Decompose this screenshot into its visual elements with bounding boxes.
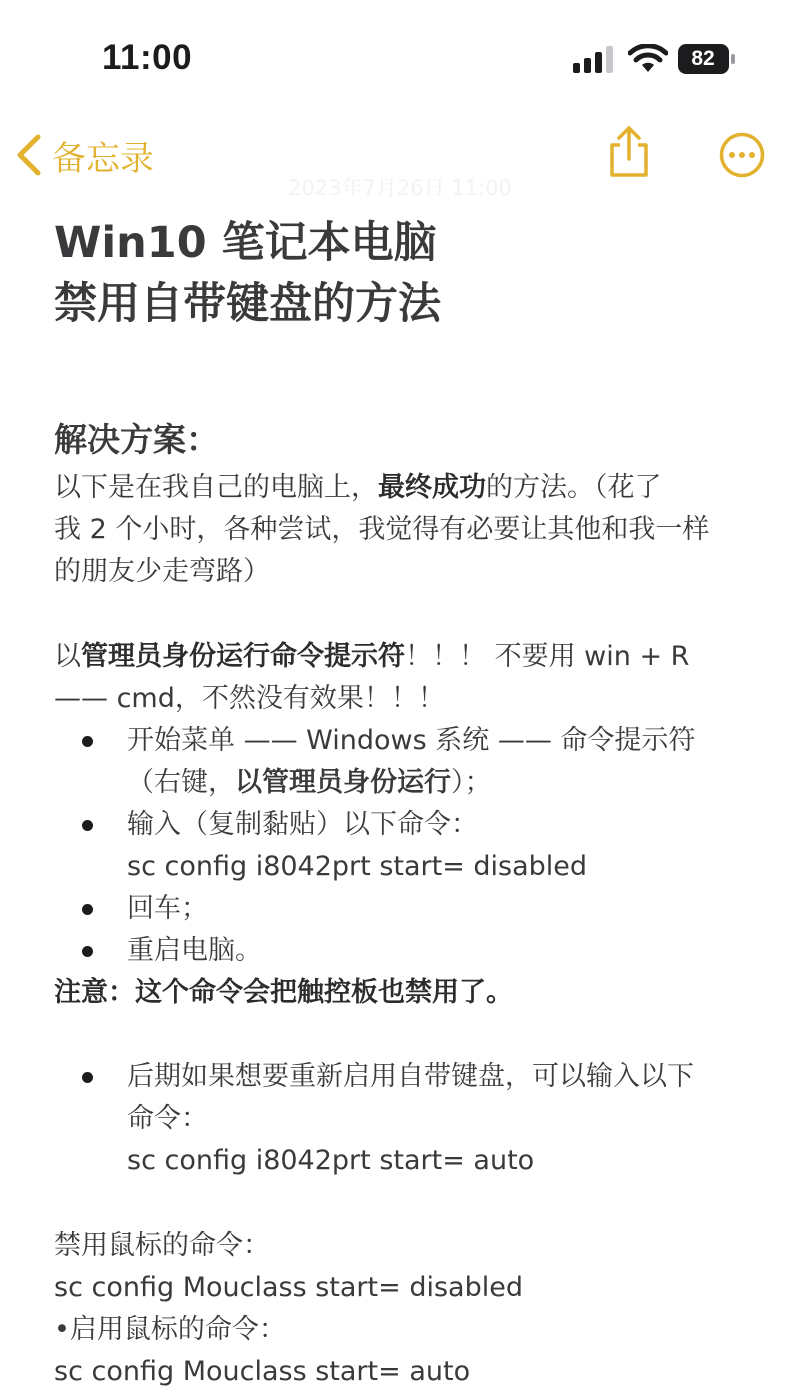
command-text: sc config i8042prt start= disabled — [127, 851, 588, 882]
intro-text: 以下是在我自己的电脑上， — [54, 472, 378, 503]
admin-text: 以 — [54, 641, 81, 672]
step-text: 重启电脑。 — [127, 935, 262, 966]
back-button-label: 备忘录 — [52, 138, 154, 179]
title-line-2: 禁用自带键盘的方法 — [54, 279, 441, 329]
list-item — [54, 804, 754, 888]
intro-bold: 最终成功 — [378, 472, 486, 503]
section-heading: 解决方案： — [54, 420, 219, 459]
bullet-dot — [82, 820, 93, 831]
bullet-dot — [82, 904, 93, 915]
title-line-1: Win10 笔记本电脑 — [54, 218, 437, 268]
admin-line-2: —— cmd，不然没有效果！！！ — [54, 683, 445, 714]
admin-note — [54, 636, 754, 720]
note-timestamp: 2023年7月26日 11:00 — [288, 176, 512, 200]
step-text: 回车； — [127, 893, 208, 924]
command-text: sc config Mouclass start= auto — [54, 1356, 471, 1387]
mouse-text: •启用鼠标的命令： — [54, 1314, 286, 1345]
intro-text: 的方法。（花了 — [486, 472, 662, 503]
admin-text: ！！！ 不要用 win + R — [405, 641, 690, 672]
bullet-dot — [82, 1072, 93, 1083]
wifi-icon — [628, 44, 668, 74]
battery-level: 82 — [691, 47, 715, 70]
command-text: sc config i8042prt start= auto — [127, 1145, 535, 1176]
intro-paragraph — [54, 467, 754, 593]
warning-note: 注意：这个命令会把触控板也禁用了。 — [54, 977, 513, 1008]
reenable-text: 命令： — [127, 1103, 208, 1134]
intro-line-2: 我 2 个小时，各种尝试，我觉得有必要让其他和我一样 — [54, 514, 710, 545]
admin-bold: 管理员身份运行命令提示符 — [81, 641, 405, 672]
chevron-left-icon — [14, 134, 42, 176]
step-text: （右键， — [127, 767, 235, 798]
command-text: sc config Mouclass start= disabled — [54, 1272, 523, 1303]
list-item — [54, 1056, 754, 1182]
step-text: 输入（复制黏贴）以下命令： — [127, 809, 478, 840]
intro-line-3: 的朋友少走弯路） — [54, 556, 270, 587]
list-item — [54, 720, 754, 804]
step-text: 开始菜单 —— Windows 系统 —— 命令提示符 — [127, 725, 696, 756]
step-bold: 以管理员身份运行 — [235, 767, 451, 798]
step-text: ）； — [451, 767, 492, 798]
list-item — [54, 888, 754, 930]
status-time: 11:00 — [102, 38, 193, 77]
cellular-signal-icon — [573, 46, 615, 74]
reenable-text: 后期如果想要重新启用自带键盘，可以输入以下 — [127, 1061, 694, 1092]
share-icon — [606, 125, 652, 179]
mouse-commands — [54, 1225, 754, 1393]
note-title[interactable] — [54, 213, 754, 335]
list-item — [54, 930, 754, 972]
battery-indicator — [678, 44, 738, 78]
mouse-text: 禁用鼠标的命令： — [54, 1230, 270, 1261]
bullet-dot — [82, 946, 93, 957]
bullet-dot — [82, 736, 93, 747]
